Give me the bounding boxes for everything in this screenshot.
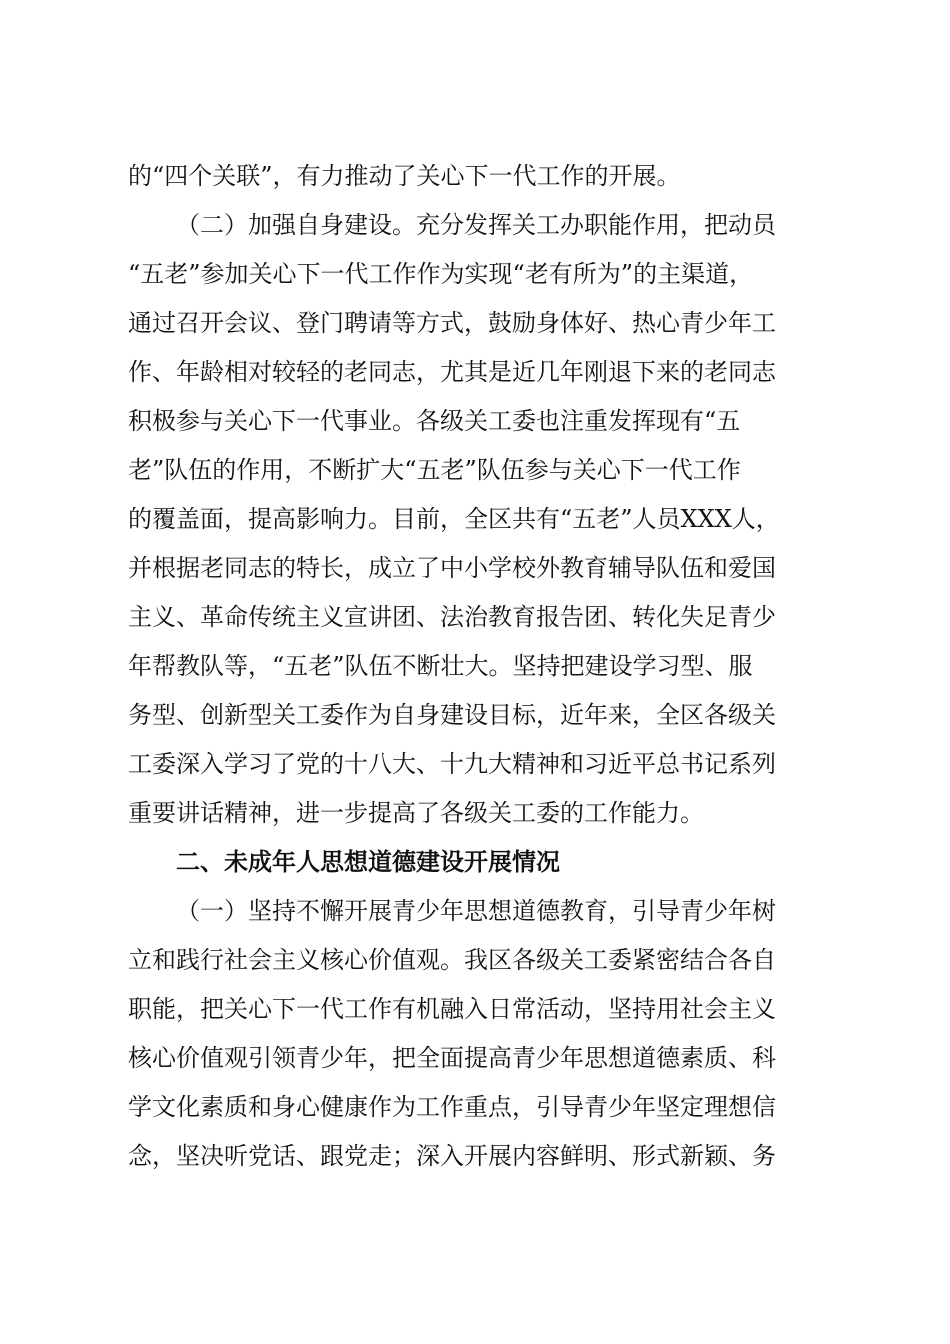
paragraph-line: 重要讲话精神，进一步提高了各级关工委的工作能力。 <box>128 799 704 827</box>
paragraph-line: 立和践行社会主义核心价值观。我区各级关工委紧密结合各自 <box>128 946 776 974</box>
paragraph-line: 老”队伍的作用，不断扩大“五老”队伍参与关心下一代工作 <box>128 456 741 484</box>
paragraph-line: 念，坚决听党话、跟党走；深入开展内容鲜明、形式新颖、务 <box>128 1142 776 1170</box>
paragraph-line: 核心价值观引领青少年，把全面提高青少年思想道德素质、科 <box>128 1044 776 1072</box>
paragraph-line: 务型、创新型关工委作为自身建设目标，近年来，全区各级关 <box>128 701 776 729</box>
paragraph-line: （一）坚持不懈开展青少年思想道德教育，引导青少年树 <box>176 897 776 925</box>
paragraph-line: 学文化素质和身心健康作为工作重点，引导青少年坚定理想信 <box>128 1093 776 1121</box>
paragraph-line: 作、年龄相对较轻的老同志，尤其是近几年刚退下来的老同志 <box>128 358 776 386</box>
paragraph-line: 职能，把关心下一代工作有机融入日常活动，坚持用社会主义 <box>128 995 776 1023</box>
paragraph-line: 的覆盖面，提高影响力。目前，全区共有“五老”人员XXX人， <box>128 505 780 533</box>
paragraph-line: 的“四个关联”，有力推动了关心下一代工作的开展。 <box>128 162 681 190</box>
paragraph-line: 年帮教队等，“五老”队伍不断壮大。坚持把建设学习型、服 <box>128 652 753 680</box>
paragraph-line: 通过召开会议、登门聘请等方式，鼓励身体好、热心青少年工 <box>128 309 776 337</box>
paragraph-line: 积极参与关心下一代事业。各级关工委也注重发挥现有“五 <box>128 407 741 435</box>
paragraph-line: 工委深入学习了党的十八大、十九大精神和习近平总书记系列 <box>128 750 776 778</box>
paragraph-line: “五老”参加关心下一代工作作为实现“老有所为”的主渠道， <box>128 260 754 288</box>
paragraph-line: 主义、革命传统主义宣讲团、法治教育报告团、转化失足青少 <box>128 603 776 631</box>
paragraph-line: 并根据老同志的特长，成立了中小学校外教育辅导队伍和爱国 <box>128 554 776 582</box>
section-heading: 二、未成年人思想道德建设开展情况 <box>176 848 560 876</box>
paragraph-line: （二）加强自身建设。充分发挥关工办职能作用，把动员 <box>176 211 776 239</box>
